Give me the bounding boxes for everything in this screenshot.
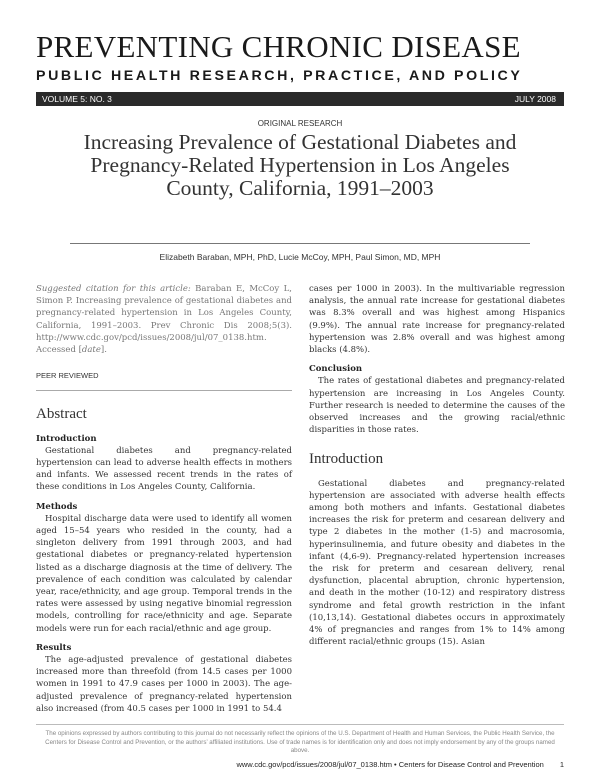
article-authors: Elizabeth Baraban, MPH, PhD, Lucie McCoy, MPH, Paul Simon, MD, MPH	[159, 252, 441, 262]
citation-text[interactable]: Baraban E, McCoy L, Simon P. Increasing prevalence of gestational diabetes and pregnancy-related hypertension in Los Angeles County, California, 1991–2003. Prev Chronic Dis 2008;5(3). http://www.cdc.gov/pcd/issues/2008/jul/07_0138.htm. Accessed [	[36, 284, 292, 356]
introduction-text: Gestational diabetes and pregnancy-related hypertension are associated with adverse health effects among both mothers and infants. Gestational diabetes increases the risk for preterm and cesarean delivery and type 2 diabetes in the mother (1-5) and macrosomia, hyperinsulinemia, and future obesity and diabetes in the infant (4,6-9). Pregnancy-related hypertension increases the risk for preterm and cesarean delivery, renal dysfunction, placental abruption, chronic hypertension, and death in the mother (10-12) and respiratory distress syndrome and fetal growth restriction in the infant (10,13,14). Gestational diabetes occurs in approximately 4% of pregnancies and ranges from 1% to 14% among different racial/ethnic groups (15). Asian	[309, 478, 565, 648]
article-category: ORIGINAL RESEARCH	[257, 119, 343, 128]
title-divider	[70, 243, 530, 244]
article-title: Increasing Prevalence of Gestational Diabetes and Pregnancy-Related Hypertension in Los Angeles County, California, 1991–2003	[83, 130, 517, 200]
abstract-conclusion-heading: Conclusion	[309, 364, 363, 375]
disclaimer: The opinions expressed by authors contributing to this journal do not necessarily reflect the opinions of the U.S. Department of Health and Human Services, the Public Health Service, the Centers for Disease Control and Prevention, or the authors’ affiliated institutions. Use of trade names is for identification only and does not imply endorsement by any of the groups named above.	[36, 724, 564, 756]
abstract-heading: Abstract	[36, 406, 87, 423]
page-number: 1	[559, 760, 564, 769]
abstract-results-heading: Results	[36, 642, 72, 653]
peer-reviewed-label: PEER REVIEWED	[36, 371, 99, 381]
volume-bar	[36, 92, 564, 106]
journal-title: PREVENTING CHRONIC DISEASE	[36, 29, 521, 64]
abstract-methods-text: Hospital discharge data were used to identify all women aged 15–54 years who resided in the county, had a singleton delivery from 1991 through 2003, and had gestational diabetes or pregnancy-related hypertension listed as a discharge diagnosis at the time of delivery. The prevalence of each condition was calculated by calendar year, race/ethnicity, and age group. Temporal trends in the rates were assessed by using negative binomial regression models, controlling for race/ethnicity and age. Separate models were run for each racial/ethnic and age group.	[36, 513, 292, 634]
abstract-results-text-part2: cases per 1000 in 2003). In the multivariable regression analysis, the annual rate increase for gestational diabetes was 8.3% overall and was highest among Hispanics (9.9%). The annual rate increase for pregnancy-related hypertension was 2.8% overall and was highest among blacks (4.8%).	[309, 284, 565, 356]
citation-end: ].	[100, 345, 107, 356]
footer-line	[36, 760, 564, 772]
abstract-conclusion-text: The rates of gestational diabetes and pregnancy-related hypertension are increasing in Los Angeles County. Further research is needed to determine the causes of the observed increases and the growing racial/ethnic disparities in those rates.	[309, 376, 565, 436]
volume-label: VOLUME 5: NO. 3	[42, 94, 112, 104]
right-column	[309, 283, 565, 648]
abstract-methods-heading: Methods	[36, 501, 78, 512]
citation-date-placeholder: date	[81, 345, 101, 356]
left-column	[36, 283, 292, 715]
peer-reviewed-divider	[36, 390, 292, 391]
citation-label: Suggested citation for this article:	[36, 284, 191, 294]
suggested-citation	[36, 283, 292, 356]
abstract-results-text-part1: The age-adjusted prevalence of gestational diabetes increased more than threefold (from 14.5 cases per 1000 women in 1991 to 47.9 cases per 1000 in 2003). The age-adjusted prevalence of pregnancy-related hypertension also increased (from 40.5 cases per 1000 in 1991 to 54.4	[36, 655, 292, 714]
abstract-introduction-heading: Introduction	[36, 433, 97, 444]
issue-date: JULY 2008	[514, 94, 556, 104]
article-url[interactable]: www.cdc.gov/pcd/issues/2008/jul/07_0138.htm • Centers for Disease Control and Prevention	[236, 760, 544, 769]
abstract-introduction-text: Gestational diabetes and pregnancy-related hypertension can lead to adverse health effects in mothers and infants. We assessed recent trends in the rates of these conditions in Los Angeles County, California.	[36, 445, 292, 493]
journal-subtitle: PUBLIC HEALTH RESEARCH, PRACTICE, AND POLICY	[36, 68, 523, 84]
introduction-heading: Introduction	[309, 451, 384, 468]
